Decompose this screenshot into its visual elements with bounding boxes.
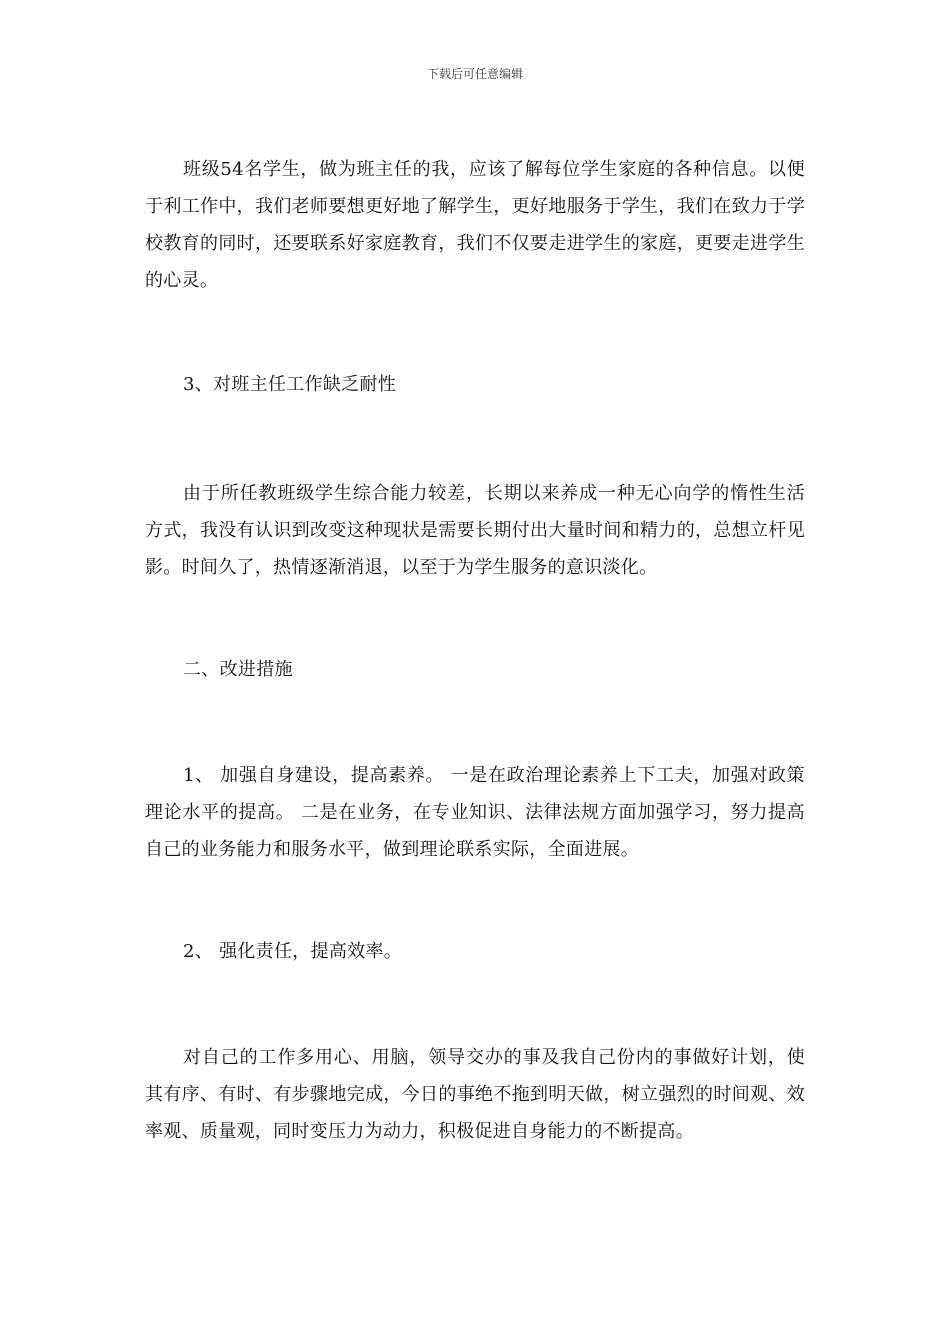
heading-improvement-measures: 二、改进措施 — [183, 659, 293, 680]
paragraph-class-ability: 由于所任教班级学生综合能力较差，长期以来养成一种无心向学的惰性生活方式，我没有认识到改变这种现状是需要长期付出大量时间和精力的，总想立杆见影。时间久了，热情逐渐消退，以至于为学生服务的意识淡化。 — [145, 483, 805, 578]
paragraph-student-info: 班级54名学生，做为班主任的我，应该了解每位学生家庭的各种信息。以便于利工作中，我们老师要想更好地了解学生，更好地服务于学生，我们在致力于学校教育的同时，还要联系好家庭教育，我们不仅要走进学生的家庭，更要走进学生的心灵。 — [145, 159, 805, 291]
page-header: 下载后可任意编辑 — [426, 67, 523, 81]
heading-lack-of-patience: 3、对班主任工作缺乏耐性 — [183, 374, 397, 395]
heading-strengthen-responsibility: 2、 强化责任，提高效率。 — [183, 941, 403, 962]
paragraph-self-development: 1、 加强自身建设，提高素养。 一是在政治理论素养上下工夫，加强对政策理论水平的提高。 二是在业务，在专业知识、法律法规方面加强学习，努力提高自己的业务能力和服务水平，做到理论联系实际，全面进展。 — [145, 765, 805, 860]
paragraph-work-efficiency: 对自己的工作多用心、用脑，领导交办的事及我自己份内的事做好计划，使其有序、有时、有步骤地完成，今日的事绝不拖到明天做，树立强烈的时间观、效率观、质量观，同时变压力为动力，积极促进自身能力的不断提高。 — [145, 1047, 805, 1142]
